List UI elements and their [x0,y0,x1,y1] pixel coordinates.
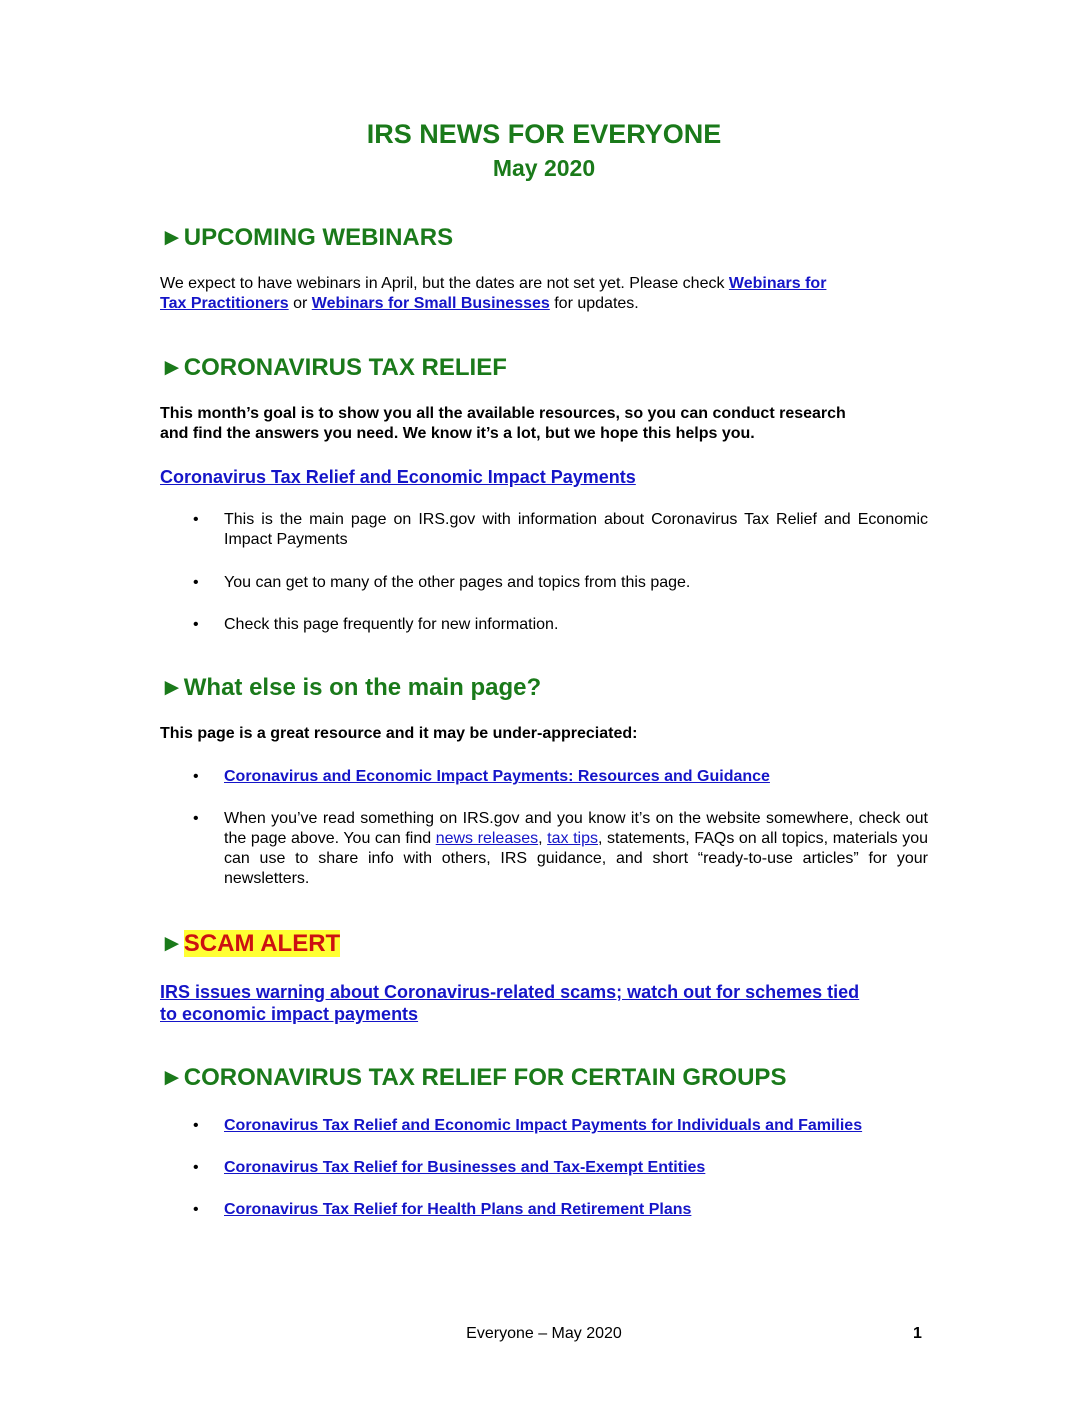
section-heading-label: UPCOMING WEBINARS [183,224,454,251]
relief-bullet-1: This is the main page on IRS.gov with information about Coronavirus Tax Relief and Economic Impact Payments [224,511,928,548]
bullet-icon: • [193,810,199,827]
bullet-icon: • [193,768,199,785]
bullet-text: When you’ve read something on IRS.gov and you know it’s on the website somewhere, check out the page above. You can find [224,810,928,847]
scam-warning-link[interactable] [160,982,859,1024]
webinars-small-businesses-link[interactable]: Webinars for Small Businesses [311,295,550,312]
intro-line: and find the answers you need. We know it’s a lot, but we hope this helps you. [160,425,755,442]
link-text: Tax Practitioners [160,295,289,312]
businesses-tax-exempt-link[interactable]: Coronavirus Tax Relief for Businesses and Tax-Exempt Entities [224,1159,706,1176]
relief-main-link[interactable]: Coronavirus Tax Relief and Economic Impact Payments [160,467,636,487]
relief-main-link-wrap [160,466,940,488]
arrow-icon: ► [160,674,184,701]
section-heading-label: CORONAVIRUS TAX RELIEF [183,354,507,381]
relief-bullet-2: You can get to many of the other pages and topics from this page. [224,574,691,591]
bullet-text: , [538,830,548,847]
link-text: to economic impact payments [160,1004,419,1024]
section-heading-label: CORONAVIRUS TAX RELIEF FOR CERTAIN GROUPS [183,1064,787,1091]
page-title: IRS NEWS FOR EVERYONE [366,119,722,149]
resources-guidance-link[interactable]: Coronavirus and Economic Impact Payments: Resources and Guidance [224,768,770,785]
section-heading-webinars [160,224,453,252]
relief-bullet-3: Check this page frequently for new information. [224,616,559,633]
bullet-icon: • [193,616,199,633]
groups-bullet-3 [224,1200,928,1220]
groups-bullet-2 [224,1158,928,1178]
intro-line: This month’s goal is to show you all the available resources, so you can conduct research [160,405,846,422]
bullet-text: , statements, FAQs on all topics, materials you can use to share info with others, IRS guidance, and short “ready-to-use articles” for your newsletters. [224,830,928,887]
news-releases-link[interactable]: news releases [435,830,539,847]
bullet-icon: • [193,1117,199,1134]
relief-intro [160,404,928,444]
section-heading-groups [160,1064,786,1092]
arrow-icon: ► [160,224,184,251]
tax-tips-link[interactable]: tax tips [547,830,598,847]
arrow-icon: ► [160,1064,184,1091]
bullet-icon: • [193,1159,199,1176]
section-heading-scam [160,930,340,958]
section-heading-relief [160,354,507,382]
main-page-bullet-1 [224,767,928,787]
main-page-intro: This page is a great resource and it may be under-appreciated: [160,725,638,742]
arrow-icon: ► [160,354,184,381]
paragraph-text: We expect to have webinars in April, but the dates are not set yet. Please check [160,275,729,292]
scam-alert-label: SCAM ALERT [183,930,341,957]
scam-link-wrap [160,981,940,1025]
section-heading-label: What else is on the main page? [183,674,542,701]
page-footer: Everyone – May 2020 [466,1325,622,1342]
page-number: 1 [913,1325,922,1342]
page-subtitle: May 2020 [492,155,596,181]
bullet-icon: • [193,574,199,591]
webinars-paragraph [160,274,928,314]
paragraph-text: for updates. [549,295,639,312]
arrow-icon: ► [160,930,184,957]
individuals-families-link[interactable]: Coronavirus Tax Relief and Economic Impact Payments for Individuals and Families [224,1117,863,1134]
section-heading-main-page [160,674,541,702]
health-retirement-plans-link[interactable]: Coronavirus Tax Relief for Health Plans and Retirement Plans [224,1201,692,1218]
main-page-bullet-2 [224,809,928,889]
link-text: IRS issues warning about Coronavirus-related scams; watch out for schemes tied [160,982,860,1002]
groups-bullet-1 [224,1116,928,1136]
bullet-icon: • [193,1201,199,1218]
bullet-icon: • [193,511,199,528]
paragraph-text: or [288,295,312,312]
link-text: Webinars for [728,275,827,292]
